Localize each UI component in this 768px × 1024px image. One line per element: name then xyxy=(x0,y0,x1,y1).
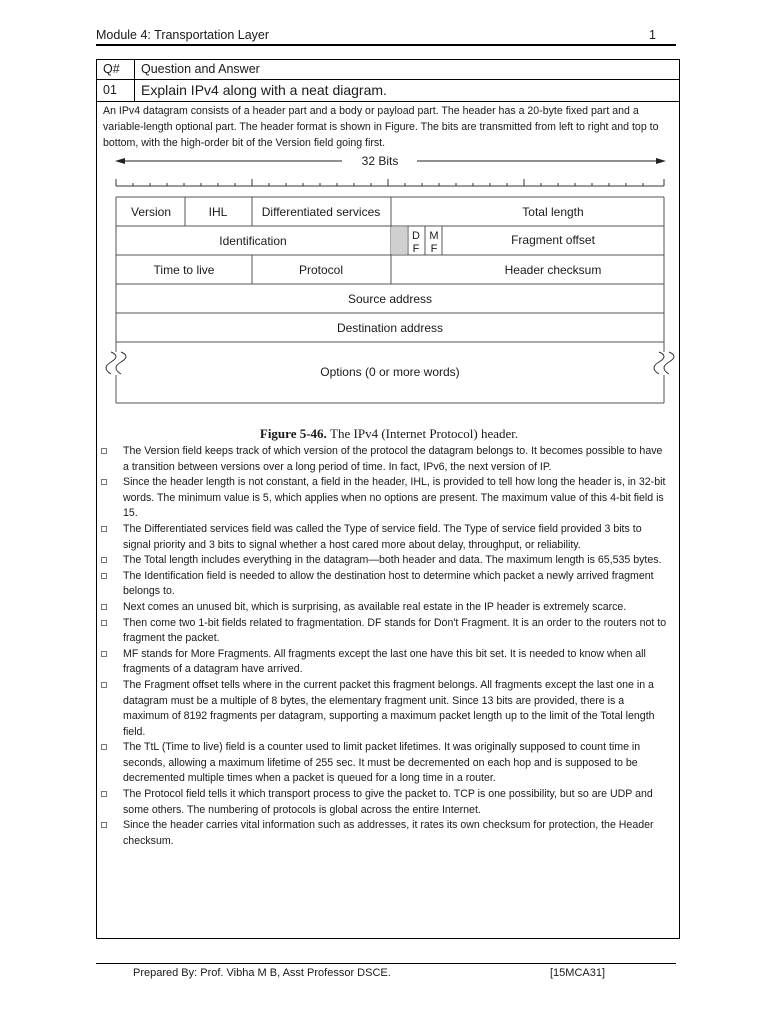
bullet-box-icon xyxy=(101,526,107,532)
question-number: 01 xyxy=(97,80,135,101)
bullet-box-icon xyxy=(101,822,107,828)
bullet-box-icon xyxy=(101,651,107,657)
bullet-box-icon xyxy=(101,479,107,485)
flag-mf-f: F xyxy=(430,243,438,255)
qa-table xyxy=(96,59,680,939)
list-item: MF stands for More Fragments. All fragments except the last one have this bit set. It is needed to know when all fragments of a datagram have arrived. xyxy=(101,647,671,678)
list-item: Then come two 1-bit fields related to fragmentation. DF stands for Don't Fragment. It is an order to the routers not to fragment the packet. xyxy=(101,616,671,647)
flag-df-f: F xyxy=(412,243,420,255)
flag-mf-m: M xyxy=(429,230,439,242)
figure-label: Figure 5-46. xyxy=(259,426,327,441)
unused-bit-cell xyxy=(391,227,407,254)
field-protocol: Protocol xyxy=(298,263,344,277)
ipv4-header-svg xyxy=(97,153,681,423)
right-break-mark xyxy=(654,352,664,374)
page-number: 1 xyxy=(649,28,656,42)
list-item: The Total length includes everything in the datagram—both header and data. The maximum length is 65,535 bytes. xyxy=(101,553,671,569)
list-item: The Version field keeps track of which version of the protocol the datagram belongs to. It becomes possible to have a transition between versions over a long period of time. In fact, IPv6, the next version of IP. xyxy=(101,444,671,475)
table-header-row xyxy=(97,60,679,80)
field-header-checksum: Header checksum xyxy=(504,263,602,277)
course-code: [15MCA31] xyxy=(550,967,606,979)
flag-df-d: D xyxy=(412,230,420,242)
bit-ruler xyxy=(116,179,664,186)
field-identification: Identification xyxy=(219,234,287,248)
module-title: Module 4: Transportation Layer xyxy=(96,28,270,42)
field-ihl: IHL xyxy=(208,205,228,219)
list-item: The Protocol field tells it which transport process to give the packet to. TCP is one possibility, but so are UDP and some others. The numbering of protocols is global across the entire Internet. xyxy=(101,787,671,818)
col-qa-header: Question and Answer xyxy=(141,62,260,76)
bullet-box-icon xyxy=(101,448,107,454)
bullet-box-icon xyxy=(101,744,107,750)
figure-caption xyxy=(97,426,681,442)
bullet-box-icon xyxy=(101,604,107,610)
list-item: Next comes an unused bit, which is surprising, as available real estate in the IP header is extremely scarce. xyxy=(101,600,671,616)
list-item: The TtL (Time to live) field is a counter used to limit packet lifetimes. It was originally supposed to count time in seconds, allowing a maximum lifetime of 255 sec. It must be decremented on each hop and is supposed to be decremented multiple times when a packet is queued for a long time in a router. xyxy=(101,740,671,787)
question-row xyxy=(97,80,679,102)
prepared-by: Prepared By: Prof. Vibha M B, Asst Professor DSCE. xyxy=(133,967,391,979)
list-item: The Identification field is needed to allow the destination host to determine which packet a newly arrived fragment belongs to. xyxy=(101,569,671,600)
question-text: Explain IPv4 along with a neat diagram. xyxy=(141,82,387,98)
bullet-box-icon xyxy=(101,573,107,579)
bullet-box-icon xyxy=(101,682,107,688)
field-version: Version xyxy=(130,205,172,219)
figure-caption-text: The IPv4 (Internet Protocol) header. xyxy=(330,426,519,441)
left-break-mark xyxy=(106,352,116,374)
page-footer xyxy=(96,963,676,982)
bits-label: 32 Bits xyxy=(361,154,399,168)
field-source-address: Source address xyxy=(347,292,433,306)
ipv4-header-diagram xyxy=(97,153,681,473)
field-ttl: Time to live xyxy=(153,263,215,277)
list-item: Since the header length is not constant, a field in the header, IHL, is provided to tell how long the header is, in 32-bit words. The minimum value is 5, which applies when no options are present. The maximum value of this 4-bit field is 15. xyxy=(101,475,671,522)
field-options: Options (0 or more words) xyxy=(320,365,460,379)
field-fragment-offset: Fragment offset xyxy=(511,233,595,247)
field-total-length: Total length xyxy=(522,205,584,219)
field-diff-services: Differentiated services xyxy=(261,205,381,219)
bullet-box-icon xyxy=(101,557,107,563)
bullet-box-icon xyxy=(101,620,107,626)
col-q-header: Q# xyxy=(97,60,135,79)
intro-paragraph: An IPv4 datagram consists of a header part and a body or payload part. The header has a 20-byte fixed part and a variable-length optional part. The header format is shown in Figure. The bits are transmitted from left to right and top to bottom, with the high-order bit of the Version field going first. xyxy=(103,105,659,149)
bullet-box-icon xyxy=(101,791,107,797)
list-item: Since the header carries vital information such as addresses, it rates its own checksum for protection, the Header checksum. xyxy=(101,818,671,849)
list-item: The Fragment offset tells where in the current packet this fragment belongs. All fragments except the last one in a datagram must be a multiple of 8 bytes, the elementary fragment unit. Since 13 bits are provided, there is a maximum of 8192 fragments per datagram, supporting a maximum packet length up to the limit of the Total length field. xyxy=(101,678,671,740)
list-item: The Differentiated services field was called the Type of service field. The Type of service field provided 3 bits to signal priority and 3 bits to signal whether a host cared more about delay, throughput, or reliability. xyxy=(101,522,671,553)
bullet-list xyxy=(101,444,671,849)
page-header xyxy=(96,26,676,46)
field-destination-address: Destination address xyxy=(336,321,444,335)
